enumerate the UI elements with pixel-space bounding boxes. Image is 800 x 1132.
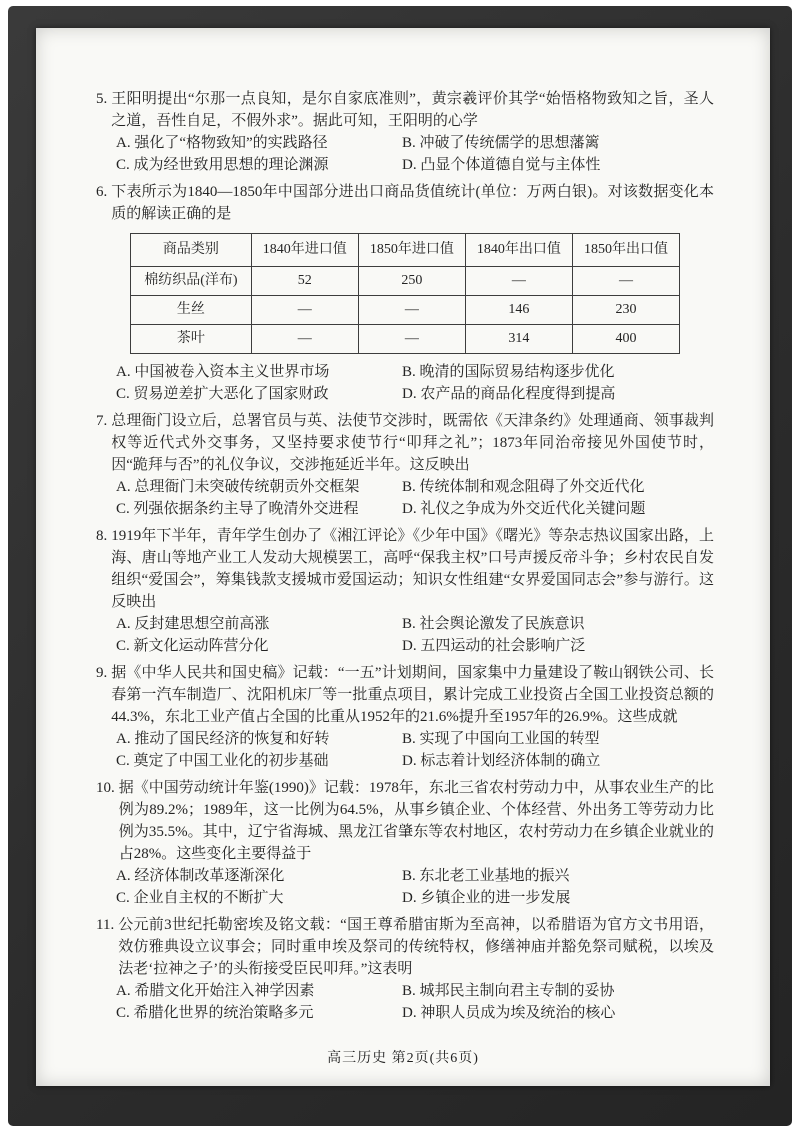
option-row (116, 1002, 714, 1024)
option-row (116, 383, 714, 405)
table-row (130, 267, 679, 296)
question-stem (96, 662, 714, 728)
option-a: A. 经济体制改革逐渐深化 (116, 868, 285, 884)
table-cell: — (465, 267, 572, 296)
table-header-cell: 1840年出口值 (465, 234, 572, 267)
table-cell: 生丝 (130, 296, 251, 325)
question-7 (96, 410, 714, 520)
question-number: 7. (96, 413, 108, 429)
question-stem (96, 88, 714, 132)
options (96, 865, 714, 909)
question-number: 6. (96, 184, 108, 200)
question-9 (96, 662, 714, 772)
option-row (116, 728, 714, 750)
option-row (116, 132, 714, 154)
table-cell: — (358, 296, 465, 325)
option-a: A. 反封建思想空前高涨 (116, 616, 270, 632)
option-c: C. 企业自主权的不断扩大 (116, 890, 284, 906)
table-cell: 茶叶 (130, 325, 251, 354)
import-export-table (130, 233, 680, 354)
option-a: A. 总理衙门未突破传统朝贡外交框架 (116, 479, 360, 495)
option-row (116, 498, 714, 520)
question-stem (96, 777, 714, 865)
question-stem-text: 总理衙门设立后，总署官员与英、法使节交涉时，既需依《天津条约》处理通商、领事裁判权等近代式外交事务，又坚持要求使节行“叩拜之礼”；1873年同治帝接见外国使节时，因“跪拜与否”的礼仪争议，交涉拖延近半年。这反映出 (111, 413, 714, 473)
option-d: D. 礼仪之争成为外交近代化关键问题 (402, 501, 646, 517)
option-a: A. 强化了“格物致知”的实践路径 (116, 135, 328, 151)
question-stem-text: 据《中华人民共和国史稿》记载：“一五”计划期间，国家集中力量建设了鞍山钢铁公司、长春第一汽车制造厂、沈阳机床厂等一批重点项目，累计完成工业投资占全国工业投资总额的44.3%，东北工业产值占全国的比重从1952年的21.6%提升至1957年的26.9%。这些成就 (111, 665, 714, 725)
option-c: C. 贸易逆差扩大恶化了国家财政 (116, 386, 329, 402)
option-d: D. 神职人员成为埃及统治的核心 (402, 1005, 616, 1021)
question-number: 5. (96, 91, 108, 107)
option-b: B. 实现了中国向工业国的转型 (402, 731, 600, 747)
option-row (116, 865, 714, 887)
table-cell: 棉纺织品(洋布) (130, 267, 251, 296)
table-cell: 314 (465, 325, 572, 354)
option-c: C. 列强依据条约主导了晚清外交进程 (116, 501, 359, 517)
question-number: 8. (96, 528, 108, 544)
table-cell: — (251, 296, 358, 325)
option-b: B. 传统体制和观念阻碍了外交近代化 (402, 479, 645, 495)
option-row (116, 750, 714, 772)
question-10 (96, 777, 714, 909)
option-row (116, 476, 714, 498)
option-c: C. 希腊化世界的统治策略多元 (116, 1005, 314, 1021)
option-row (116, 887, 714, 909)
question-number: 11. (96, 917, 115, 933)
option-row (116, 154, 714, 176)
table-cell: — (572, 267, 679, 296)
option-b: B. 社会舆论激发了民族意识 (402, 616, 585, 632)
question-stem-text: 王阳明提出“尔那一点良知，是尔自家底准则”，黄宗羲评价其学“始悟格物致知之旨，圣人之道，吾性自足，不假外求”。据此可知，王阳明的心学 (111, 91, 714, 129)
option-b: B. 城邦民主制向君主专制的妥协 (402, 983, 615, 999)
option-c: C. 奠定了中国工业化的初步基础 (116, 753, 329, 769)
question-stem-text: 下表所示为1840—1850年中国部分进出口商品货值统计(单位：万两白银)。对该数据变化本质的解读正确的是 (111, 184, 714, 222)
question-stem-text: 1919年下半年，青年学生创办了《湘江评论》《少年中国》《曙光》等杂志热议国家出路，上海、唐山等地产业工人发动大规模罢工，高呼“保我主权”口号声援反帝斗争；乡村农民自发组织“爱国会”，筹集钱款支援城市爱国运动；知识女性组建“女界爱国同志会”参与游行。这反映出 (111, 528, 714, 610)
question-6 (96, 181, 714, 405)
option-b: B. 东北老工业基地的振兴 (402, 868, 570, 884)
option-d: D. 农产品的商品化程度得到提高 (402, 386, 616, 402)
question-stem-text: 据《中国劳动统计年鉴(1990)》记载：1978年，东北三省农村劳动力中，从事农业生产的比例为89.2%；1989年，这一比例为64.5%，从事乡镇企业、个体经营、外出务工等劳动力比例为35.5%。其中，辽宁省海城、黑龙江省肇东等农村地区，农村劳动力在乡镇企业就业的占28%。这些变化主要得益于 (118, 780, 714, 862)
table-header-cell: 1840年进口值 (251, 234, 358, 267)
question-5 (96, 88, 714, 176)
option-d: D. 乡镇企业的进一步发展 (402, 890, 571, 906)
table-cell: — (358, 325, 465, 354)
page-footer: 高三历史 第2页(共6页) (327, 1051, 479, 1066)
question-stem-text: 公元前3世纪托勒密埃及铭文载：“国王尊希腊宙斯为至高神，以希腊语为官方文书用语，效仿雅典设立议事会；同时重申埃及祭司的传统特权，修缮神庙并豁免祭司赋税，以埃及法老‘拉神之子’的头衔接受臣民叩拜。”这表明 (118, 917, 714, 977)
option-b: B. 冲破了传统儒学的思想藩篱 (402, 135, 600, 151)
option-a: A. 推动了国民经济的恢复和好转 (116, 731, 330, 747)
option-b: B. 晚清的国际贸易结构逐步优化 (402, 364, 615, 380)
exam-paper-page (36, 28, 770, 1086)
option-row (116, 980, 714, 1002)
question-stem (96, 525, 714, 613)
options (96, 361, 714, 405)
option-c: C. 成为经世致用思想的理论渊源 (116, 157, 329, 173)
option-c: C. 新文化运动阵营分化 (116, 638, 269, 654)
question-stem (96, 410, 714, 476)
table-header-cell: 商品类别 (130, 234, 251, 267)
question-number: 10. (96, 780, 115, 796)
question-number: 9. (96, 665, 108, 681)
table-header-cell: 1850年出口值 (572, 234, 679, 267)
table-header-row (130, 234, 679, 267)
options (96, 613, 714, 657)
option-d: D. 标志着计划经济体制的确立 (402, 753, 601, 769)
options (96, 728, 714, 772)
table-header-cell: 1850年进口值 (358, 234, 465, 267)
options (96, 980, 714, 1024)
table-cell: 146 (465, 296, 572, 325)
table-cell: 400 (572, 325, 679, 354)
table-row (130, 296, 679, 325)
table-row (130, 325, 679, 354)
page-content (36, 28, 770, 1024)
question-8 (96, 525, 714, 657)
options (96, 132, 714, 176)
option-a: A. 中国被卷入资本主义世界市场 (116, 364, 330, 380)
option-row (116, 613, 714, 635)
option-d: D. 五四运动的社会影响广泛 (402, 638, 586, 654)
option-d: D. 凸显个体道德自觉与主体性 (402, 157, 601, 173)
table-cell: 230 (572, 296, 679, 325)
options (96, 476, 714, 520)
question-stem (96, 181, 714, 225)
table-cell: — (251, 325, 358, 354)
option-row (116, 635, 714, 657)
table-cell: 52 (251, 267, 358, 296)
question-stem (96, 914, 714, 980)
question-11 (96, 914, 714, 1024)
table-cell: 250 (358, 267, 465, 296)
option-a: A. 希腊文化开始注入神学因素 (116, 983, 315, 999)
option-row (116, 361, 714, 383)
